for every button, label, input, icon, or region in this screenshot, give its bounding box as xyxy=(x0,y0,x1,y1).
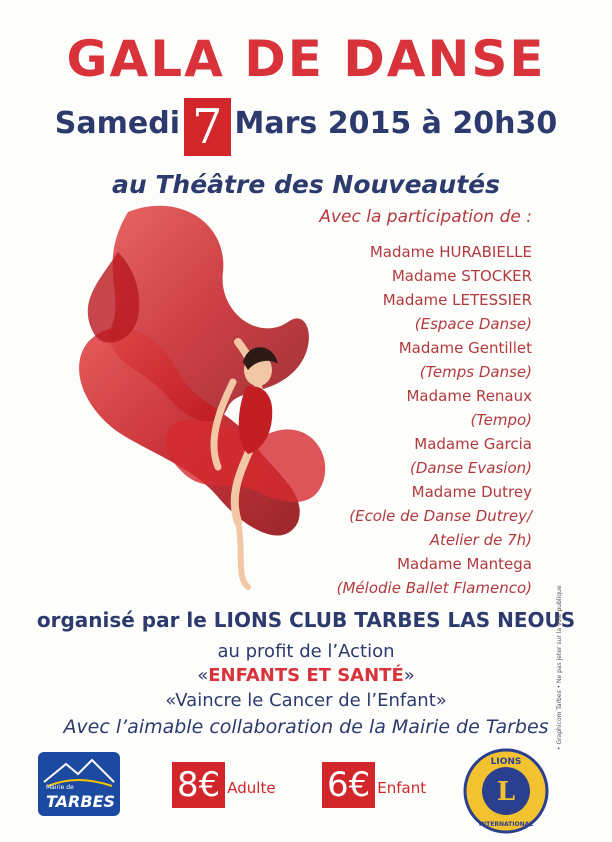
participant-line: (Temps Danse) xyxy=(419,363,532,381)
organizer-line: organisé par le LIONS CLUB TARBES LAS NEOUS xyxy=(36,608,576,632)
participant-line: Madame Garcia xyxy=(414,435,532,453)
collaboration-line: Avec l’aimable collaboration de la Mairie de Tarbes xyxy=(63,716,549,738)
poster-title: GALA DE DANSE xyxy=(66,30,546,88)
lions-international-logo xyxy=(463,748,549,834)
price-amount: 8€ xyxy=(172,762,225,808)
mairie-logo-small: Mairie de xyxy=(46,784,74,791)
date-day: 7 xyxy=(184,98,231,156)
cause-close-quote: » xyxy=(403,665,415,686)
profit-line: au profit de l’Action xyxy=(217,641,395,662)
participant-line: (Ecole de Danse Dutrey/ xyxy=(349,507,532,525)
participant-line: Madame LETESSIER xyxy=(382,291,532,309)
price-label: Adulte xyxy=(227,779,276,797)
event-date xyxy=(0,98,612,156)
participant-line: (Danse Evasion) xyxy=(410,459,532,477)
date-suffix: Mars 2015 à 20h30 xyxy=(234,106,558,141)
mairie-logo-big: TARBES xyxy=(46,792,116,811)
participant-line: Madame Mantega xyxy=(397,555,532,573)
participant-line: Madame Gentillet xyxy=(398,339,532,357)
participant-line: Madame Renaux xyxy=(406,387,532,405)
price-child xyxy=(322,762,426,808)
participant-line: Madame HURABIELLE xyxy=(369,243,532,261)
mairie-tarbes-logo xyxy=(38,752,120,816)
motto-line: «Vaincre le Cancer de l’Enfant» xyxy=(165,690,447,711)
lions-logo-letter: L xyxy=(496,777,516,807)
price-label: Enfant xyxy=(377,779,427,797)
cause-line xyxy=(0,665,612,686)
participant-line: (Espace Danse) xyxy=(414,315,532,333)
lions-logo-top: LIONS xyxy=(490,757,522,767)
lions-logo-bottom: INTERNATIONAL xyxy=(478,821,534,828)
printer-credit: • Graphicom Tarbes • Ne pas jeter sur la voie publique xyxy=(556,585,563,750)
participant-line: Madame STOCKER xyxy=(391,267,532,285)
participant-line: (Mélodie Ballet Flamenco) xyxy=(336,579,532,597)
participation-header: Avec la participation de : xyxy=(319,207,532,227)
price-adult xyxy=(172,762,276,808)
participant-line: Madame Dutrey xyxy=(411,483,532,501)
date-prefix: Samedi xyxy=(54,106,180,141)
cause-open-quote: « xyxy=(197,665,209,686)
cause-text: ENFANTS ET SANTÉ xyxy=(208,665,404,686)
participants-list xyxy=(272,240,532,600)
participant-line: (Tempo) xyxy=(470,411,532,429)
price-amount: 6€ xyxy=(322,762,375,808)
participant-line: Atelier de 7h) xyxy=(429,531,532,549)
venue: au Théâtre des Nouveautés xyxy=(111,170,501,199)
